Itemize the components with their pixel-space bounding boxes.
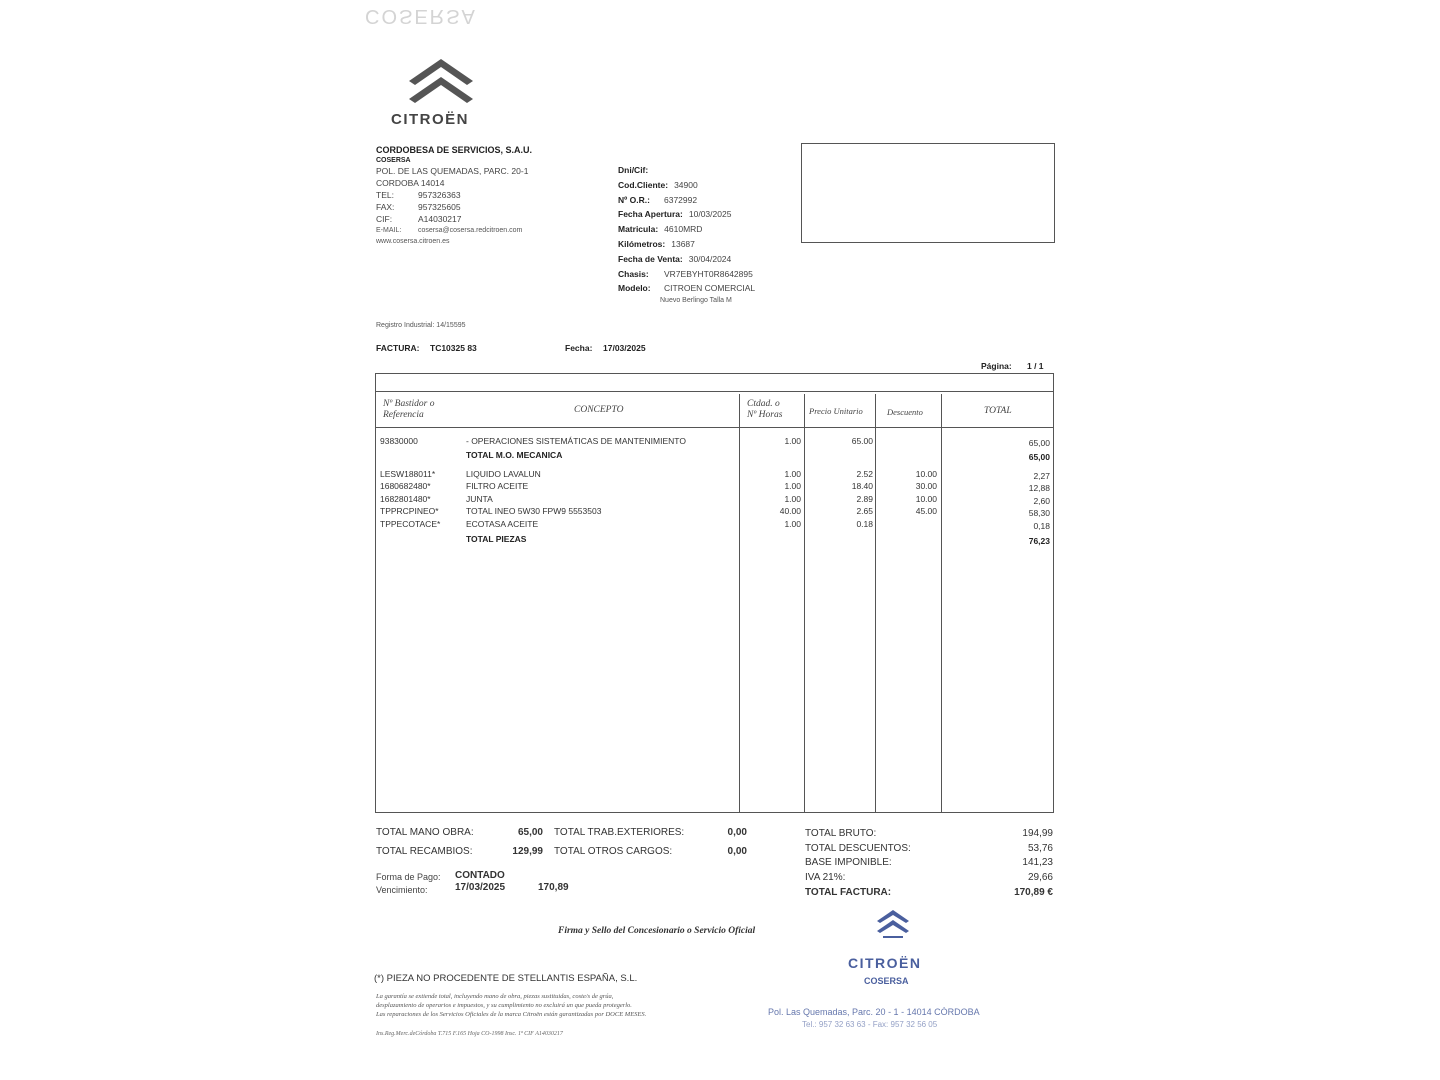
stamp-chevrons-icon (873, 907, 913, 939)
vehicle-field-value: CITROEN COMERCIAL (664, 283, 756, 294)
vehicle-field-value: 10/03/2025 (688, 209, 732, 220)
cell-discount: 30.00 (915, 481, 937, 491)
vehicle-field (618, 178, 755, 193)
vehicle-field (618, 237, 755, 252)
header-underline (376, 427, 1053, 428)
table-top-band (376, 391, 1053, 392)
stamp-brand: CITROËN (848, 955, 922, 971)
vencimiento-label: Vencimiento: (376, 885, 428, 895)
forma-pago-value: CONTADO (455, 870, 505, 881)
tel-value: 957326363 (418, 190, 461, 200)
email-value: cosersa@cosersa.redcitroen.com (418, 227, 523, 234)
vehicle-field-label: Fecha de Venta: (618, 253, 683, 264)
cell-price: 0.18 (856, 519, 873, 529)
header-qty-line1: Ctdad. o (747, 399, 780, 409)
vencimiento-date: 17/03/2025 (455, 882, 506, 893)
cell-total: 65,00 (1028, 438, 1050, 448)
summary-label: BASE IMPONIBLE: (805, 857, 892, 868)
cell-total: 0,18 (1033, 521, 1050, 531)
vehicle-field (618, 207, 755, 222)
header-qty (747, 399, 782, 421)
otros-value: 0,00 (727, 846, 747, 857)
cell-concept: TOTAL PIEZAS (466, 534, 527, 544)
cell-ref: LESW188011* (380, 469, 436, 479)
summary-label: TOTAL FACTURA: (805, 887, 892, 898)
trab-ext-label: TOTAL TRAB.EXTERIORES: (554, 827, 685, 838)
cell-price: 2.52 (856, 469, 873, 479)
cell-discount: 10.00 (915, 494, 937, 504)
email-label: E-MAIL: (376, 227, 402, 234)
pieza-note: (*) PIEZA NO PROCEDENTE DE STELLANTIS ESPAÑA, S.L. (374, 973, 638, 984)
header-descuento: Descuento (887, 407, 923, 417)
vehicle-field-label: Matricula: (618, 224, 659, 235)
cif-value: A14030217 (418, 214, 462, 224)
vehicle-field-label: Cod.Cliente: (618, 179, 669, 190)
vehicle-field (618, 252, 755, 267)
company-web: www.cosersa.citroen.es (376, 238, 450, 245)
cell-qty: 40.00 (779, 506, 801, 516)
stamp-address: Pol. Las Quemadas, Parc. 20 - 1 - 14014 CÓRDOBA (768, 1007, 980, 1017)
col-divider (875, 394, 876, 812)
recambios-label: TOTAL RECAMBIOS: (376, 846, 473, 857)
col-divider (941, 394, 942, 812)
cell-discount: 45.00 (915, 506, 937, 516)
factura-number: TC10325 83 (430, 343, 477, 353)
summary-value: 170,89 € (1014, 887, 1053, 898)
cell-price: 2.89 (856, 494, 873, 504)
company-short: COSERSA (376, 157, 411, 164)
vehicle-field-label: Modelo: (618, 283, 651, 294)
vehicle-field-label: Fecha Apertura: (618, 209, 683, 220)
fax-value: 957325605 (418, 202, 461, 212)
pagina-value: 1 / 1 (1027, 361, 1044, 371)
cell-total: 58,30 (1028, 508, 1050, 518)
header-ref-line1: Nº Bastidor o (383, 399, 435, 409)
col-divider (804, 394, 805, 812)
legal-text (376, 992, 646, 1019)
header-ref (383, 399, 435, 421)
summary-label: IVA 21%: (805, 872, 846, 883)
company-name: CORDOBESA DE SERVICIOS, S.A.U. (376, 145, 533, 155)
cell-concept: - OPERACIONES SISTEMÁTICAS DE MANTENIMIENTO (466, 436, 686, 446)
vehicle-field (618, 163, 755, 178)
cell-concept: LIQUIDO LAVALUN (466, 469, 541, 479)
cell-qty: 1.00 (784, 481, 801, 491)
vehicle-field-value: 34900 (674, 179, 698, 190)
registry-note: Ins.Reg.Merc.deCórdoba T.715 F.165 Hoja CO-1998 Insc. 1ª CIF A14030217 (376, 1031, 563, 1037)
company-block (376, 144, 532, 246)
cell-concept: TOTAL INEO 5W30 FPW9 5553503 (466, 506, 602, 516)
vehicle-field-label: Kilómetros: (618, 238, 666, 249)
tel-label: TEL: (376, 190, 394, 200)
mano-obra-label: TOTAL MANO OBRA: (376, 827, 474, 838)
cif-label: CIF: (376, 214, 393, 224)
vehicle-field (618, 281, 755, 296)
chevrons-icon (395, 55, 495, 111)
recambios-value: 129,99 (512, 846, 543, 857)
vehicle-field-value: 4610MRD (664, 224, 703, 235)
vehicle-model-line2: Nuevo Berlingo Talla M (660, 297, 732, 305)
vehicle-field (618, 222, 755, 237)
forma-pago-label: Forma de Pago: (376, 872, 441, 882)
cell-concept: TOTAL M.O. MECANICA (466, 450, 563, 460)
legal-line: Las reparaciones de los Servicios Oficiales de la marca Citroën están garantizadas por DOCE MESES. (376, 1011, 647, 1018)
cell-ref: 1680682480* (380, 481, 431, 491)
summary-value: 141,23 (1022, 857, 1053, 868)
summary-value: 53,76 (1027, 843, 1053, 854)
registro-industrial: Registro Industrial: 14/15595 (376, 322, 466, 329)
company-address: POL. DE LAS QUEMADAS, PARC. 20-1 (376, 166, 529, 176)
header-precio: Precio Unitario (809, 406, 863, 416)
cell-total: 2,60 (1033, 496, 1050, 506)
cell-total: 2,27 (1033, 471, 1050, 481)
vehicle-field (618, 193, 755, 208)
otros-label: TOTAL OTROS CARGOS: (554, 846, 673, 857)
cell-concept: FILTRO ACEITE (466, 481, 529, 491)
cell-total: 76,23 (1028, 536, 1050, 546)
cell-ref: 93830000 (380, 436, 418, 446)
vehicle-field-value: VR7EBYHT0R8642895 (664, 268, 753, 279)
cell-total: 12,88 (1028, 483, 1050, 493)
pagina-label: Página: (981, 361, 1012, 371)
header-qty-line2: Nº Horas (747, 410, 783, 420)
cell-qty: 1.00 (784, 494, 801, 504)
top-faint-mark: COSERSA (365, 5, 477, 27)
vehicle-block (618, 163, 755, 305)
stamp-phone: Tel.: 957 32 63 63 - Fax: 957 32 56 05 (802, 1020, 938, 1029)
col-divider (739, 394, 740, 812)
citroen-logo (391, 55, 495, 130)
cell-concept: JUNTA (466, 494, 493, 504)
legal-line: La garantía se extiende total, incluyendo mano de obra, piezas sustituidas, coste/s de grúa, (376, 993, 614, 1000)
cell-ref: TPPECOTACE* (380, 519, 441, 529)
vehicle-field-value: 13687 (671, 238, 695, 249)
cell-qty: 1.00 (784, 469, 801, 479)
trab-ext-value: 0,00 (727, 827, 747, 838)
vehicle-field (618, 267, 755, 282)
vehicle-field-value: 6372992 (664, 194, 698, 205)
vencimiento-amount: 170,89 (538, 882, 569, 893)
cell-qty: 1.00 (784, 519, 801, 529)
logo-wordmark: CITROËN (391, 111, 469, 128)
signature-label: Firma y Sello del Concesionario o Servicio Oficial (558, 926, 756, 936)
cell-total: 65,00 (1028, 452, 1050, 462)
fax-label: FAX: (376, 202, 395, 212)
cell-price: 18.40 (851, 481, 873, 491)
cell-discount: 10.00 (915, 469, 937, 479)
legal-line: desplazamiento de operarios e impuestos, y su cumplimiento no excluirá un que pueda protegerlo. (376, 1002, 632, 1009)
factura-label: FACTURA: (376, 343, 420, 353)
stamp-name: COSERSA (864, 976, 909, 986)
address-window (801, 143, 1055, 243)
header-concepto: CONCEPTO (574, 405, 624, 415)
fecha-value: 17/03/2025 (603, 343, 646, 353)
cell-price: 2.65 (856, 506, 873, 516)
vehicle-field-label: Nº O.R.: (618, 194, 650, 205)
company-city: CORDOBA 14014 (376, 178, 445, 188)
cell-concept: ECOTASA ACEITE (466, 519, 539, 529)
mano-obra-value: 65,00 (517, 827, 543, 838)
cell-price: 65.00 (851, 436, 873, 446)
vehicle-field-value: 30/04/2024 (688, 253, 732, 264)
vehicle-field-label: Chasis: (618, 268, 649, 279)
dealer-stamp (765, 905, 1035, 1035)
cell-qty: 1.00 (784, 436, 801, 446)
header-ref-line2: Referencia (383, 410, 424, 420)
summary-label: TOTAL BRUTO: (805, 828, 877, 839)
cell-ref: TPPRCPINEO* (380, 506, 439, 516)
vehicle-field-label: Dni/Cif: (618, 165, 649, 175)
header-total: TOTAL (984, 406, 1012, 416)
cell-ref: 1682801480* (380, 494, 431, 504)
summary-label: TOTAL DESCUENTOS: (805, 843, 911, 854)
summary-value: 194,99 (1022, 828, 1053, 839)
fecha-label: Fecha: (565, 343, 593, 353)
summary-value: 29,66 (1027, 872, 1053, 883)
